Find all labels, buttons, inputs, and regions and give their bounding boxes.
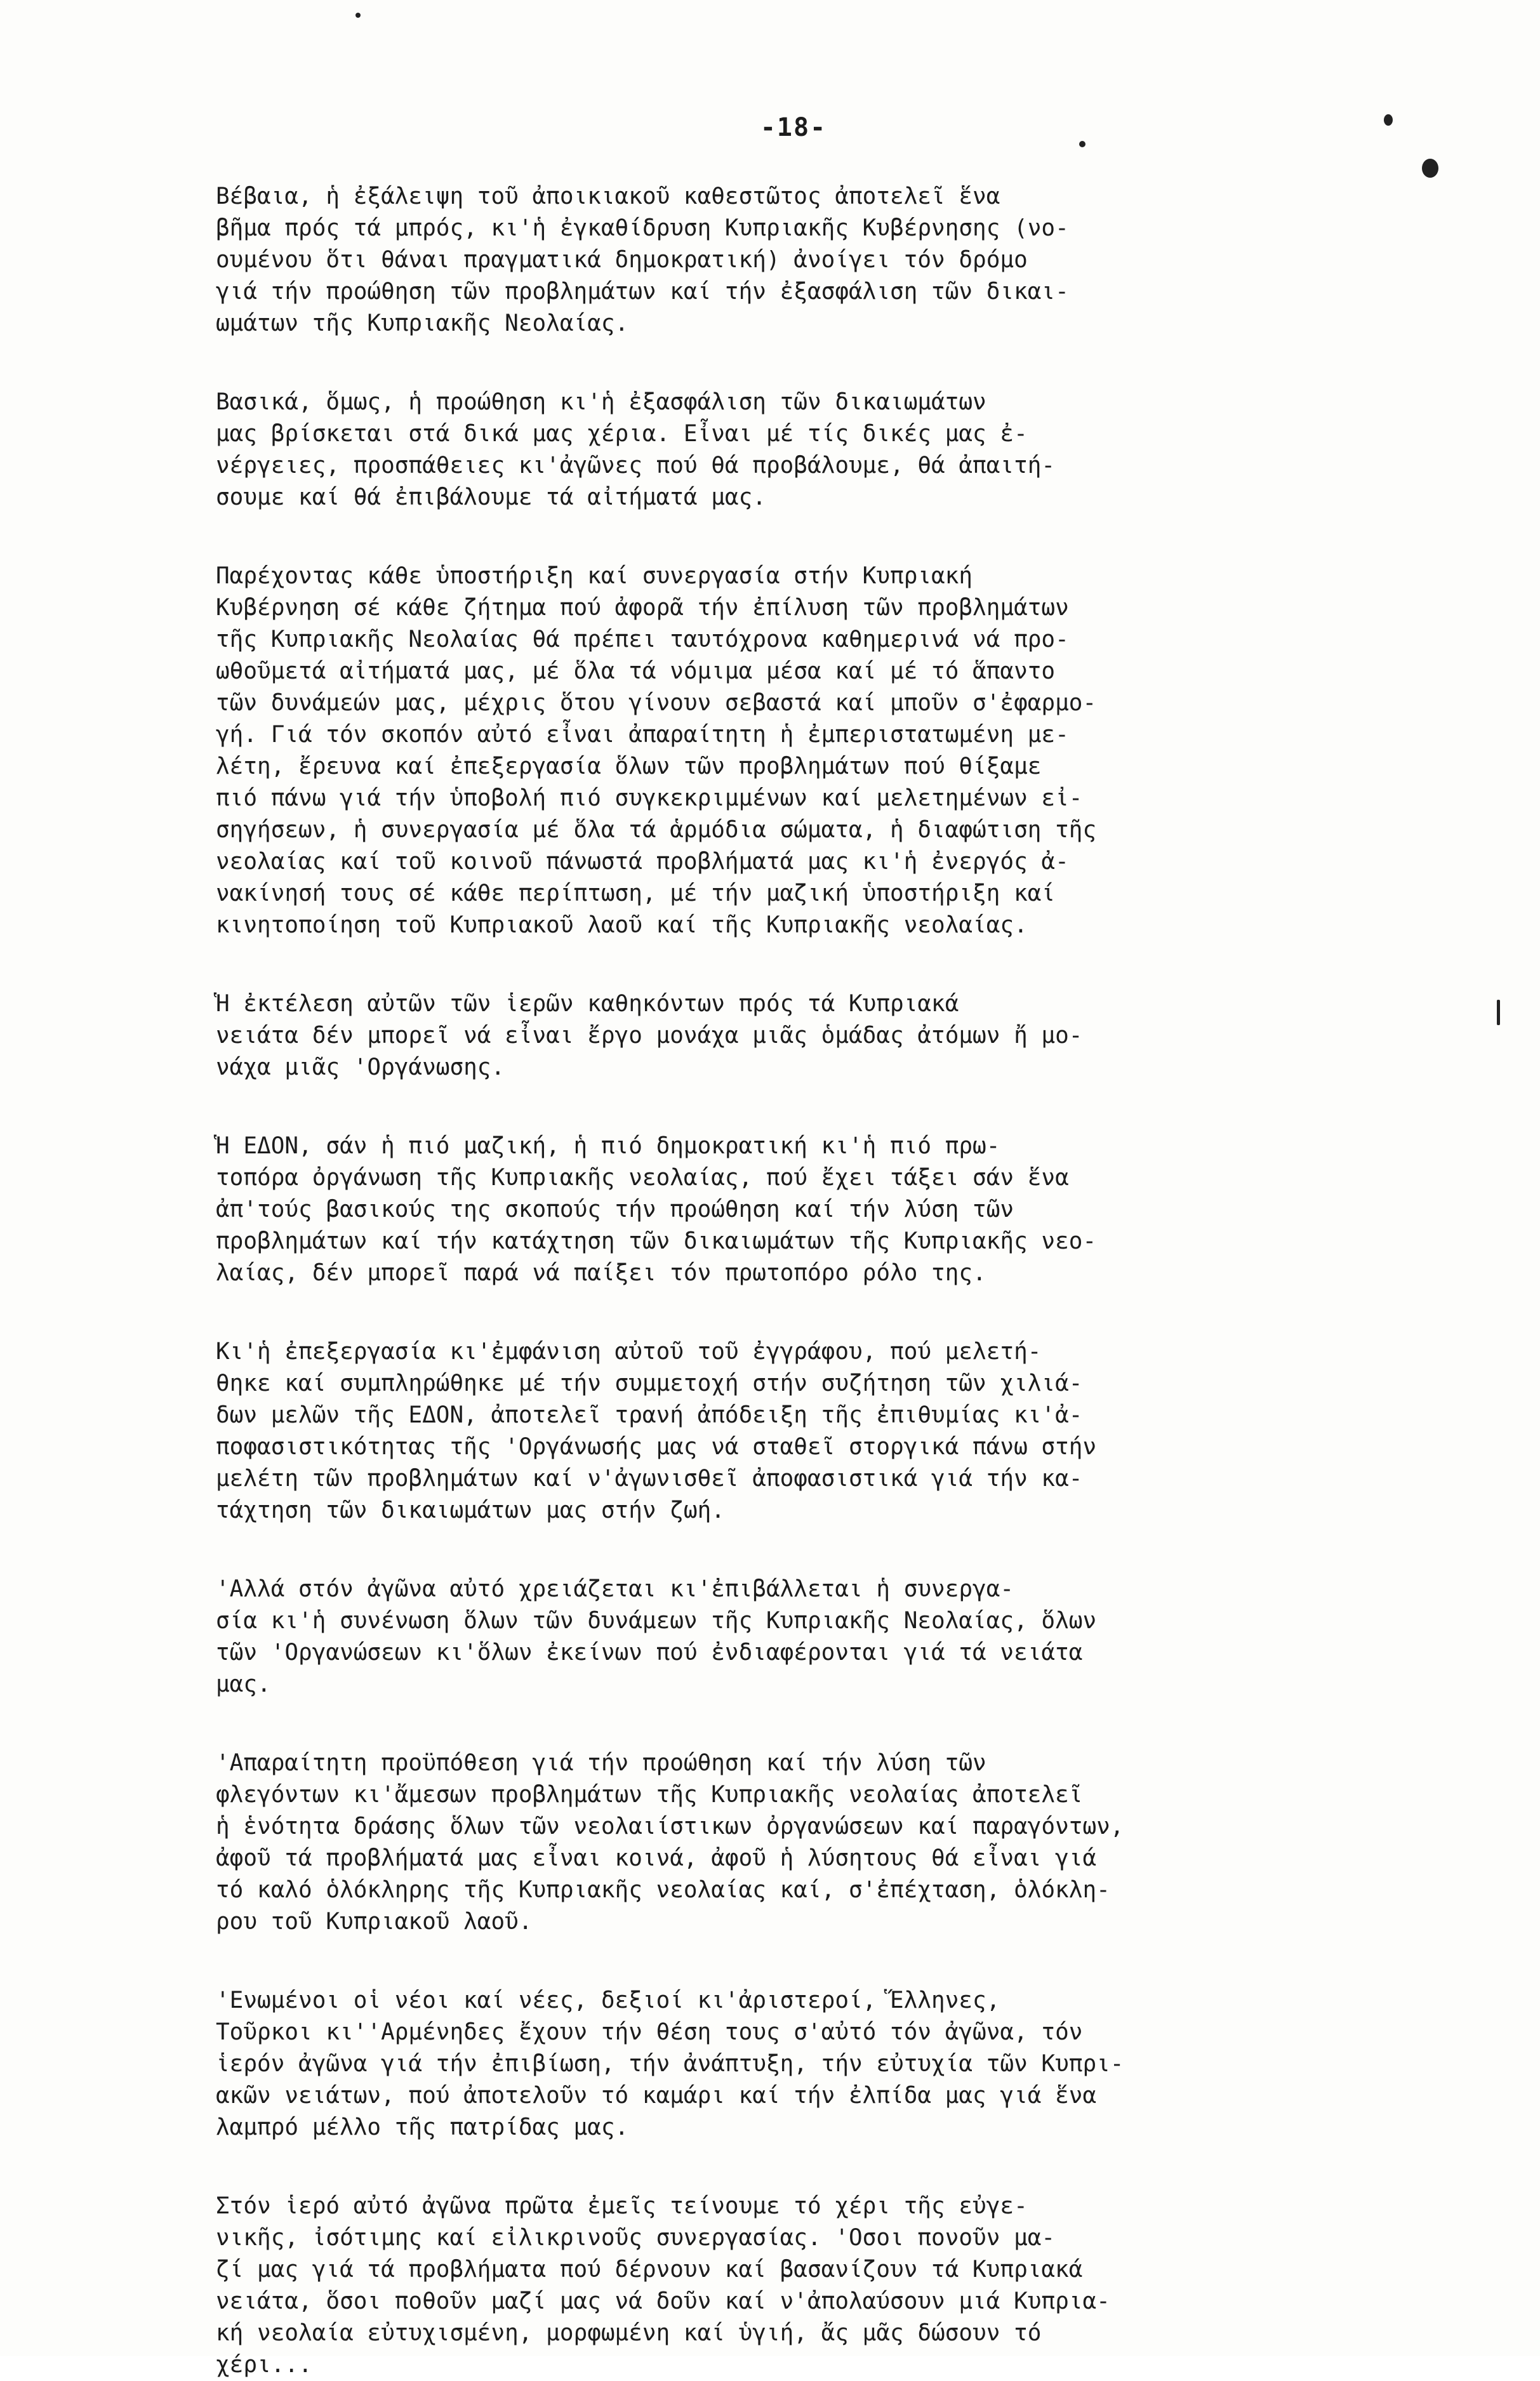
body-text — [216, 181, 1454, 2381]
scan-speck — [1497, 1000, 1500, 1025]
paragraph: Κι'ἡ ἐπεξεργασία κι'ἐμφάνιση αὐτοῦ τοῦ ἐγγράφου, πού μελετή- θηκε καί συμπληρώθηκε μέ τήν συμμετοχή στήν συζήτηση τῶν χιλιά- δων μελῶν τῆς ΕΔΟΝ, ἀποτελεῖ τρανή ἀπόδειξη τῆς ἐπιθυμίας κι'ἀ- ποφασιστικότητας τῆς 'Οργάνωσής μας νά σταθεῖ στοργικά πάνω στήν μελέτη τῶν προβλημάτων καί ν'ἀγωνισθεῖ ἀποφασιστικά γιά τήν κα- τάχτηση τῶν δικαιωμάτων μας στήν ζωή. — [216, 1339, 1097, 1523]
paragraph: 'Αλλά στόν ἀγῶνα αὐτό χρειάζεται κι'ἐπιβάλλεται ἡ συνεργα- σία κι'ἡ συνένωση ὅλων τῶν δυνάμεων τῆς Κυπριακῆς Νεολαίας, ὅλων τῶν 'Οργανώσεων κι'ὅλων ἐκείνων πού ἐνδιαφέρονται γιά τά νειάτα μας. — [216, 1576, 1097, 1697]
scan-speck — [355, 13, 361, 18]
paragraph: Βέβαια, ἡ ἐξάλειψη τοῦ ἀποικιακοῦ καθεστῶτος ἀποτελεῖ ἕνα βῆμα πρός τά μπρός, κι'ἡ ἐγκαθίδρυση Κυπριακῆς Κυβέρνησης (νο- ουμένου ὅτι θάναι πραγματικά δημοκρατική) ἀνοίγει τόν δρόμο γιά τήν προώθηση τῶν προβλημάτων καί τήν ἐξασφάλιση τῶν δικαι- ωμάτων τῆς Κυπριακῆς Νεολαίας. — [216, 183, 1069, 336]
page-number: -18- — [760, 113, 827, 142]
scan-speck — [1079, 141, 1085, 147]
paragraph: 'Απαραίτητη προϋπόθεση γιά τήν προώθηση καί τήν λύση τῶν φλεγόντων κι'ἄμεσων προβλημάτων τῆς Κυπριακῆς νεολαίας ἀποτελεῖ ἡ ἑνότητα δράσης ὅλων τῶν νεολαιίστικων ὀργανώσεων καί παραγόντων, ἀφοῦ τά προβλήματά μας εἶναι κοινά, ἀφοῦ ἡ λύσητους θά εἶναι γιά τό καλό ὁλόκληρης τῆς Κυπριακῆς νεολαίας καί, σ'ἐπέχταση, ὁλόκλη- ρου τοῦ Κυπριακοῦ λαοῦ. — [216, 1750, 1124, 1935]
paragraph: Ἡ ἐκτέλεση αὐτῶν τῶν ἱερῶν καθηκόντων πρός τά Κυπριακά νειάτα δέν μπορεῖ νά εἶναι ἔργο μονάχα μιᾶς ὁμάδας ἀτόμων ἤ μο- νάχα μιᾶς 'Οργάνωσης. — [216, 991, 1083, 1080]
paragraph: Παρέχοντας κάθε ὑποστήριξη καί συνεργασία στήν Κυπριακή Κυβέρνηση σέ κάθε ζήτημα πού ἀφορᾶ τήν ἐπίλυση τῶν προβλημάτων τῆς Κυπριακῆς Νεολαίας θά πρέπει ταυτόχρονα καθημερινά νά προ- ωθοῦμετά αἰτήματά μας, μέ ὅλα τά νόμιμα μέσα καί μέ τό ἅπαντο τῶν δυνάμεών μας, μέχρις ὅτου γίνουν σεβαστά καί μποῦν σ'ἐφαρμο- γή. Γιά τόν σκοπόν αὐτό εἶναι ἀπαραίτητη ἡ ἐμπεριστατωμένη με- λέτη, ἔρευνα καί ἐπεξεργασία ὅλων τῶν προβλημάτων πού θίξαμε πιό πάνω γιά τήν ὑποβολή πιό συγκεκριμμένων καί μελετημένων εἰ- σηγήσεων, ἡ συνεργασία μέ ὅλα τά ἁρμόδια σώματα, ἡ διαφώτιση τῆς νεολαίας καί τοῦ κοινοῦ πάνωστά προβλήματά μας κι'ἡ ἐνεργός ἀ- νακίνησή τους σέ κάθε περίπτωση, μέ τήν μαζική ὑποστήριξη καί κινητοποίηση τοῦ Κυπριακοῦ λαοῦ καί τῆς Κυπριακῆς νεολαίας. — [216, 563, 1097, 938]
scan-speck — [1384, 114, 1393, 126]
paragraph: Βασικά, ὅμως, ἡ προώθηση κι'ἡ ἐξασφάλιση τῶν δικαιωμάτων μας βρίσκεται στά δικά μας χέρια. Εἶναι μέ τίς δικές μας ἐ- νέργειες, προσπάθειες κι'ἀγῶνες πού θά προβάλουμε, θά ἀπαιτή- σουμε καί θά ἐπιβάλουμε τά αἰτήματά μας. — [216, 389, 1056, 510]
paragraph: Στόν ἱερό αὐτό ἀγῶνα πρῶτα ἐμεῖς τείνουμε τό χέρι τῆς εὐγε- νικῆς, ἰσότιμης καί εἰλικρινοῦς συνεργασίας. 'Οσοι πονοῦν μα- ζί μας γιά τά προβλήματα πού δέρνουν καί βασανίζουν τά Κυπριακά νειάτα, ὅσοι ποθοῦν μαζί μας νά δοῦν καί ν'ἀπολαύσουν μιά Κυπρια- κή νεολαία εὐτυχισμένη, μορφωμένη καί ὑγιή, ἄς μᾶς δώσουν τό χέρι... — [216, 2193, 1110, 2378]
paragraph: Ἡ ΕΔΟΝ, σάν ἡ πιό μαζική, ἡ πιό δημοκρατική κι'ἡ πιό πρω- τοπόρα ὀργάνωση τῆς Κυπριακῆς νεολαίας, πού ἔχει τάξει σάν ἕνα ἀπ'τούς βασικούς της σκοπούς τήν προώθηση καί τήν λύση τῶν προβλημάτων καί τήν κατάχτηση τῶν δικαιωμάτων τῆς Κυπριακῆς νεο- λαίας, δέν μπορεῖ παρά νά παίξει τόν πρωτοπόρο ρόλο της. — [216, 1133, 1097, 1286]
scan-speck — [1422, 159, 1438, 178]
paragraph: 'Ενωμένοι οἱ νέοι καί νέες, δεξιοί κι'ἀριστεροί, Ἕλληνες, Τοῦρκοι κι''Αρμένηδες ἔχουν τήν θέση τους σ'αὐτό τόν ἀγῶνα, τόν ἱερόν ἀγῶνα γιά τήν ἐπιβίωση, τήν ἀνάπτυξη, τήν εὐτυχία τῶν Κυπρι- ακῶν νειάτων, πού ἀποτελοῦν τό καμάρι καί τήν ἐλπίδα μας γιά ἕνα λαμπρό μέλλο τῆς πατρίδας μας. — [216, 1987, 1124, 2140]
